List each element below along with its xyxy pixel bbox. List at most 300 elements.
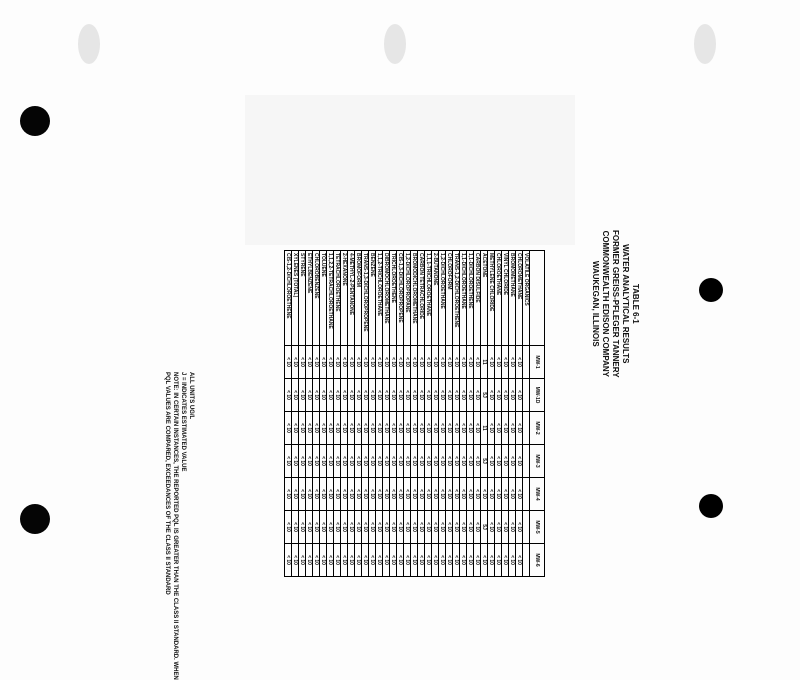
result-cell: < 10 — [390, 478, 397, 511]
punch-hole-ghost-top-mid — [384, 24, 406, 64]
table-row — [369, 251, 376, 577]
result-cell: < 10 — [355, 445, 362, 478]
result-cell: < 10 — [369, 346, 376, 379]
result-cell: < 10 — [313, 346, 320, 379]
result-cell: < 10 — [509, 412, 516, 445]
result-cell: < 10 — [460, 445, 467, 478]
result-cell: < 10 — [334, 511, 341, 544]
result-cell: < 10 — [383, 544, 390, 577]
result-cell: < 10 — [299, 445, 306, 478]
result-cell: < 10 — [460, 478, 467, 511]
result-cell: < 10 — [390, 445, 397, 478]
result-cell: < 10 — [474, 445, 481, 478]
result-cell: < 10 — [453, 511, 460, 544]
result-cell: < 10 — [306, 379, 313, 412]
result-cell: < 10 — [432, 478, 439, 511]
punch-hole-ghost-top-left — [78, 24, 100, 64]
notes-line-3: NOTE: IN CERTAIN INSTANCES, THE REPORTED PQL IS GREATER THAN THE CLASS II STANDARD. WHEN — [172, 372, 178, 680]
result-cell: < 10 — [334, 346, 341, 379]
result-cell: < 10 — [467, 445, 474, 478]
result-cell: < 10 — [439, 346, 446, 379]
result-cell: < 10 — [341, 445, 348, 478]
table-row — [348, 251, 355, 577]
table-row — [495, 251, 502, 577]
table-row — [390, 251, 397, 577]
result-cell: < 10 — [425, 511, 432, 544]
analyte-name: CARBON TETRACHLORIDE — [418, 251, 425, 346]
result-cell — [523, 412, 530, 445]
result-cell: < 10 — [390, 412, 397, 445]
result-cell: < 10 — [404, 478, 411, 511]
result-cell: < 10 — [432, 445, 439, 478]
result-cell: < 10 — [376, 445, 383, 478]
result-cell: < 10 — [446, 412, 453, 445]
result-cell: < 10 — [355, 412, 362, 445]
result-cell: < 10 — [299, 544, 306, 577]
title-line-1: TABLE 6-1 — [631, 283, 640, 324]
header-well: MW-1 — [530, 346, 545, 379]
result-cell: 5J — [481, 445, 488, 478]
result-cell: < 10 — [460, 379, 467, 412]
result-cell: < 10 — [439, 511, 446, 544]
analyte-name: BROMODICHLOROMETHANE — [411, 251, 418, 346]
result-cell: < 10 — [285, 412, 292, 445]
result-cell: < 10 — [376, 511, 383, 544]
result-cell: < 10 — [467, 511, 474, 544]
result-cell: < 10 — [362, 511, 369, 544]
result-cell: 11 — [481, 412, 488, 445]
analyte-name: TRICHLOROETHENE — [390, 251, 397, 346]
analyte-name: CARBON DISULFIDE — [474, 251, 481, 346]
analyte-name: DIBROMOCHLOROMETHANE — [383, 251, 390, 346]
result-cell: < 10 — [362, 445, 369, 478]
result-cell: < 10 — [327, 478, 334, 511]
result-cell: < 10 — [327, 412, 334, 445]
header-well: MW-6 — [530, 544, 545, 577]
result-cell: < 10 — [334, 412, 341, 445]
result-cell: < 10 — [439, 445, 446, 478]
result-cell: < 10 — [467, 544, 474, 577]
result-cell: < 10 — [467, 379, 474, 412]
result-cell: < 10 — [292, 511, 299, 544]
result-cell: < 10 — [348, 544, 355, 577]
result-cell: < 10 — [313, 412, 320, 445]
title-line-4: COMMONWEALTH EDISON COMPANY — [601, 230, 610, 377]
header-well: MW-1D — [530, 379, 545, 412]
table-title — [590, 230, 640, 378]
result-cell: < 10 — [292, 445, 299, 478]
table-row — [432, 251, 439, 577]
title-line-2: WATER ANALYTICAL RESULTS — [621, 244, 630, 364]
analyte-name: CHLOROETHANE — [495, 251, 502, 346]
result-cell: < 10 — [418, 379, 425, 412]
analyte-name: 1,1,2,2-TETRACHLOROETHANE — [327, 251, 334, 346]
result-cell: < 10 — [341, 379, 348, 412]
result-cell: < 10 — [299, 478, 306, 511]
result-cell: < 10 — [299, 412, 306, 445]
result-cell: < 10 — [341, 346, 348, 379]
analyte-name: 1,2-DICHLOROETHANE — [439, 251, 446, 346]
result-cell: < 10 — [292, 346, 299, 379]
table-row — [509, 251, 516, 577]
result-cell: < 10 — [362, 412, 369, 445]
result-cell: < 10 — [313, 379, 320, 412]
result-cell: < 10 — [369, 379, 376, 412]
table-row — [446, 251, 453, 577]
analyte-name: 1,1-DICHLOROETHANE — [460, 251, 467, 346]
result-cell: < 10 — [306, 544, 313, 577]
analyte-name: CHLOROBENZENE — [313, 251, 320, 346]
punch-hole-left-top — [20, 106, 50, 136]
result-cell: < 10 — [327, 544, 334, 577]
result-cell: < 10 — [376, 379, 383, 412]
header-well: MW-2 — [530, 412, 545, 445]
result-cell: < 10 — [306, 511, 313, 544]
analyte-name: ACETONE — [481, 251, 488, 346]
result-cell: < 10 — [341, 412, 348, 445]
result-cell: < 10 — [460, 346, 467, 379]
notes-line-2: J = INDICATES ESTIMATED VALUE — [180, 372, 186, 472]
result-cell — [523, 478, 530, 511]
result-cell: < 10 — [327, 511, 334, 544]
analyte-name: 1,1,2-TRICHLOROETHANE — [376, 251, 383, 346]
result-cell: < 10 — [516, 511, 523, 544]
result-cell: < 10 — [481, 544, 488, 577]
result-cell: < 10 — [502, 346, 509, 379]
table-row — [404, 251, 411, 577]
result-cell: < 10 — [320, 412, 327, 445]
result-cell: < 10 — [404, 379, 411, 412]
result-cell: < 10 — [460, 511, 467, 544]
result-cell: < 10 — [285, 445, 292, 478]
result-cell: < 10 — [516, 412, 523, 445]
result-cell: < 10 — [411, 346, 418, 379]
result-cell: < 10 — [411, 511, 418, 544]
result-cell: < 10 — [306, 445, 313, 478]
result-cell: 5J — [481, 511, 488, 544]
result-cell: < 10 — [334, 445, 341, 478]
header-well: MW-5 — [530, 511, 545, 544]
analyte-name: CHLOROFORM — [446, 251, 453, 346]
table-row — [502, 251, 509, 577]
result-cell: < 10 — [432, 346, 439, 379]
result-cell: < 10 — [313, 511, 320, 544]
result-cell: < 10 — [397, 346, 404, 379]
result-cell: < 10 — [411, 412, 418, 445]
table-row — [467, 251, 474, 577]
analyte-name: 4-METHYL-2-PENTANONE — [348, 251, 355, 346]
result-cell: < 10 — [418, 346, 425, 379]
analyte-name: CIS-1,2-DICHLOROETHENE — [285, 251, 292, 346]
result-cell: < 10 — [502, 511, 509, 544]
result-cell: < 10 — [446, 379, 453, 412]
result-cell: < 10 — [320, 511, 327, 544]
result-cell: < 10 — [432, 511, 439, 544]
analyte-name: VOLATILE ORGANICS — [523, 251, 530, 346]
result-cell: < 10 — [376, 412, 383, 445]
result-cell: < 10 — [425, 379, 432, 412]
table-row — [418, 251, 425, 577]
table-sheet — [205, 250, 545, 665]
result-cell: < 10 — [348, 478, 355, 511]
result-cell: < 10 — [411, 544, 418, 577]
result-cell: < 10 — [446, 511, 453, 544]
result-cell: < 10 — [320, 544, 327, 577]
result-cell: < 10 — [474, 511, 481, 544]
analyte-name: 1,1,1-TRICHLOROETHANE — [425, 251, 432, 346]
result-cell: < 10 — [369, 478, 376, 511]
result-cell: < 10 — [509, 511, 516, 544]
result-cell: < 10 — [383, 412, 390, 445]
result-cell: < 10 — [509, 379, 516, 412]
table-row — [376, 251, 383, 577]
result-cell: < 10 — [509, 478, 516, 511]
punch-hole-left-bottom — [20, 504, 50, 534]
result-cell: < 10 — [376, 346, 383, 379]
result-cell: < 10 — [320, 346, 327, 379]
result-cell: < 10 — [390, 511, 397, 544]
result-cell: < 10 — [390, 379, 397, 412]
result-cell: < 10 — [425, 346, 432, 379]
table-row — [355, 251, 362, 577]
header-analyte — [530, 251, 545, 346]
result-cell: < 10 — [516, 544, 523, 577]
result-cell: < 10 — [362, 346, 369, 379]
result-cell: < 10 — [425, 544, 432, 577]
result-cell: < 10 — [383, 445, 390, 478]
header-well: MW-4 — [530, 478, 545, 511]
result-cell: < 10 — [516, 379, 523, 412]
result-cell: < 10 — [341, 511, 348, 544]
result-cell: < 10 — [341, 478, 348, 511]
table-row — [411, 251, 418, 577]
analyte-name: CHLOROMETHANE — [516, 251, 523, 346]
table-row — [306, 251, 313, 577]
result-cell: < 10 — [320, 379, 327, 412]
result-cell: < 10 — [411, 379, 418, 412]
result-cell: < 10 — [446, 544, 453, 577]
result-cell: < 10 — [299, 379, 306, 412]
result-cell: < 10 — [425, 478, 432, 511]
result-cell: < 10 — [460, 412, 467, 445]
result-cell: < 10 — [313, 478, 320, 511]
result-cell: < 10 — [397, 478, 404, 511]
result-cell: < 10 — [348, 511, 355, 544]
analyte-name: METHYLENE CHLORIDE — [488, 251, 495, 346]
result-cell: < 10 — [488, 346, 495, 379]
table-row — [460, 251, 467, 577]
result-cell: < 10 — [446, 478, 453, 511]
result-cell: < 10 — [439, 544, 446, 577]
result-cell: < 10 — [320, 478, 327, 511]
result-cell: < 10 — [306, 412, 313, 445]
result-cell: < 10 — [348, 379, 355, 412]
bleed-through-area — [245, 95, 575, 245]
analyte-name: 2-BUTANONE — [432, 251, 439, 346]
result-cell: < 10 — [495, 511, 502, 544]
table-row — [327, 251, 334, 577]
result-cell: < 10 — [397, 544, 404, 577]
result-cell: < 10 — [320, 445, 327, 478]
result-cell: < 10 — [327, 445, 334, 478]
result-cell: < 10 — [306, 346, 313, 379]
result-cell: < 10 — [474, 478, 481, 511]
result-cell: < 10 — [397, 445, 404, 478]
analyte-name: VINYL CHLORIDE — [502, 251, 509, 346]
title-line-3: FORMER GREISS-PFLEGER TANNERY — [611, 230, 620, 378]
result-cell: < 10 — [439, 478, 446, 511]
result-cell: < 10 — [404, 544, 411, 577]
table-row — [320, 251, 327, 577]
result-cell: < 10 — [376, 544, 383, 577]
result-cell: < 10 — [516, 346, 523, 379]
result-cell: < 10 — [467, 412, 474, 445]
result-cell: < 10 — [418, 544, 425, 577]
result-cell: < 10 — [453, 544, 460, 577]
result-cell: < 10 — [397, 511, 404, 544]
table-row — [481, 251, 488, 577]
result-cell: < 10 — [327, 379, 334, 412]
result-cell: < 10 — [285, 346, 292, 379]
analyte-name: CIS-1,3-DICHLOROPROPENE — [397, 251, 404, 346]
analyte-name: 1,2-DICHLOROPROPANE — [404, 251, 411, 346]
result-cell: < 10 — [369, 412, 376, 445]
notes-line-1: ALL UNITS UG/L — [188, 372, 194, 420]
analyte-name: BROMOFORM — [355, 251, 362, 346]
result-cell: < 10 — [453, 346, 460, 379]
result-cell: < 10 — [474, 379, 481, 412]
result-cell: < 10 — [292, 379, 299, 412]
result-cell: < 10 — [362, 544, 369, 577]
table-row — [425, 251, 432, 577]
result-cell: < 10 — [313, 544, 320, 577]
result-cell: < 10 — [411, 478, 418, 511]
result-cell: < 10 — [306, 478, 313, 511]
result-cell: < 10 — [355, 478, 362, 511]
result-cell: 5J — [481, 379, 488, 412]
result-cell: < 10 — [285, 379, 292, 412]
result-cell: < 10 — [292, 412, 299, 445]
analyte-name: BENZENE — [369, 251, 376, 346]
table-row — [383, 251, 390, 577]
result-cell: < 10 — [397, 412, 404, 445]
result-cell: < 10 — [292, 544, 299, 577]
analyte-name: TRANS-1,2-DICHLOROETHENE — [453, 251, 460, 346]
result-cell: < 10 — [439, 412, 446, 445]
analyte-name: TRANS-1,3-DICHLOROPROPENE — [362, 251, 369, 346]
header-well: MW-3 — [530, 445, 545, 478]
result-cell: < 10 — [383, 346, 390, 379]
result-cell: < 10 — [432, 412, 439, 445]
result-cell — [523, 544, 530, 577]
result-cell: < 10 — [390, 346, 397, 379]
result-cell: < 10 — [383, 511, 390, 544]
result-cell: < 10 — [502, 544, 509, 577]
table-row — [299, 251, 306, 577]
result-cell: < 10 — [432, 544, 439, 577]
table-row — [362, 251, 369, 577]
result-cell: < 10 — [502, 379, 509, 412]
result-cell: < 10 — [446, 346, 453, 379]
result-cell — [523, 346, 530, 379]
result-cell: < 10 — [488, 412, 495, 445]
title-line-5: WAUKEGAN, ILLINOIS — [591, 260, 600, 347]
result-cell: < 10 — [509, 346, 516, 379]
result-cell: < 10 — [390, 544, 397, 577]
result-cell: < 10 — [383, 478, 390, 511]
result-cell: < 10 — [495, 379, 502, 412]
result-cell: < 10 — [474, 412, 481, 445]
result-cell — [523, 379, 530, 412]
result-cell: < 10 — [425, 412, 432, 445]
result-cell: < 10 — [495, 412, 502, 445]
result-cell: < 10 — [502, 412, 509, 445]
result-cell: < 10 — [495, 478, 502, 511]
analyte-name: 1,1-DICHLOROETHENE — [467, 251, 474, 346]
result-cell: < 10 — [362, 478, 369, 511]
analyte-name: STYRENE — [299, 251, 306, 346]
result-cell: < 10 — [488, 445, 495, 478]
result-cell: < 10 — [348, 412, 355, 445]
table-row — [516, 251, 523, 577]
table-row — [453, 251, 460, 577]
result-cell: < 10 — [369, 511, 376, 544]
result-cell: < 10 — [299, 346, 306, 379]
result-cell: < 10 — [453, 445, 460, 478]
table-row — [439, 251, 446, 577]
result-cell: < 10 — [327, 346, 334, 379]
result-cell: < 10 — [460, 544, 467, 577]
result-cell — [523, 445, 530, 478]
result-cell: < 10 — [509, 445, 516, 478]
result-cell: < 10 — [446, 445, 453, 478]
result-cell: < 10 — [369, 445, 376, 478]
result-cell: < 10 — [404, 511, 411, 544]
result-cell: < 10 — [453, 478, 460, 511]
punch-hole-right-top — [699, 278, 723, 302]
result-cell: < 10 — [418, 445, 425, 478]
result-cell: < 10 — [481, 478, 488, 511]
result-cell: < 10 — [348, 445, 355, 478]
table-row — [523, 251, 530, 577]
table-row — [397, 251, 404, 577]
result-cell: < 10 — [355, 544, 362, 577]
result-cell: < 10 — [376, 478, 383, 511]
result-cell: < 10 — [313, 445, 320, 478]
table-wrapper — [205, 250, 545, 665]
result-cell: < 10 — [488, 511, 495, 544]
result-cell: < 10 — [285, 511, 292, 544]
result-cell: < 10 — [362, 379, 369, 412]
result-cell: < 10 — [488, 544, 495, 577]
result-cell: < 10 — [418, 412, 425, 445]
analyte-name: BROMOMETHANE — [509, 251, 516, 346]
result-cell: < 10 — [418, 478, 425, 511]
result-cell: < 10 — [516, 478, 523, 511]
analyte-name: TETRACHLOROETHENE — [334, 251, 341, 346]
result-cell: < 10 — [355, 511, 362, 544]
result-cell: < 10 — [341, 544, 348, 577]
result-cell: < 10 — [334, 544, 341, 577]
table-notes — [163, 372, 195, 680]
table-row — [313, 251, 320, 577]
result-cell: < 10 — [334, 478, 341, 511]
result-cell: < 10 — [292, 478, 299, 511]
result-cell: < 10 — [369, 544, 376, 577]
analyte-name: TOLUENE — [320, 251, 327, 346]
result-cell: < 10 — [495, 544, 502, 577]
result-cell: < 10 — [432, 379, 439, 412]
